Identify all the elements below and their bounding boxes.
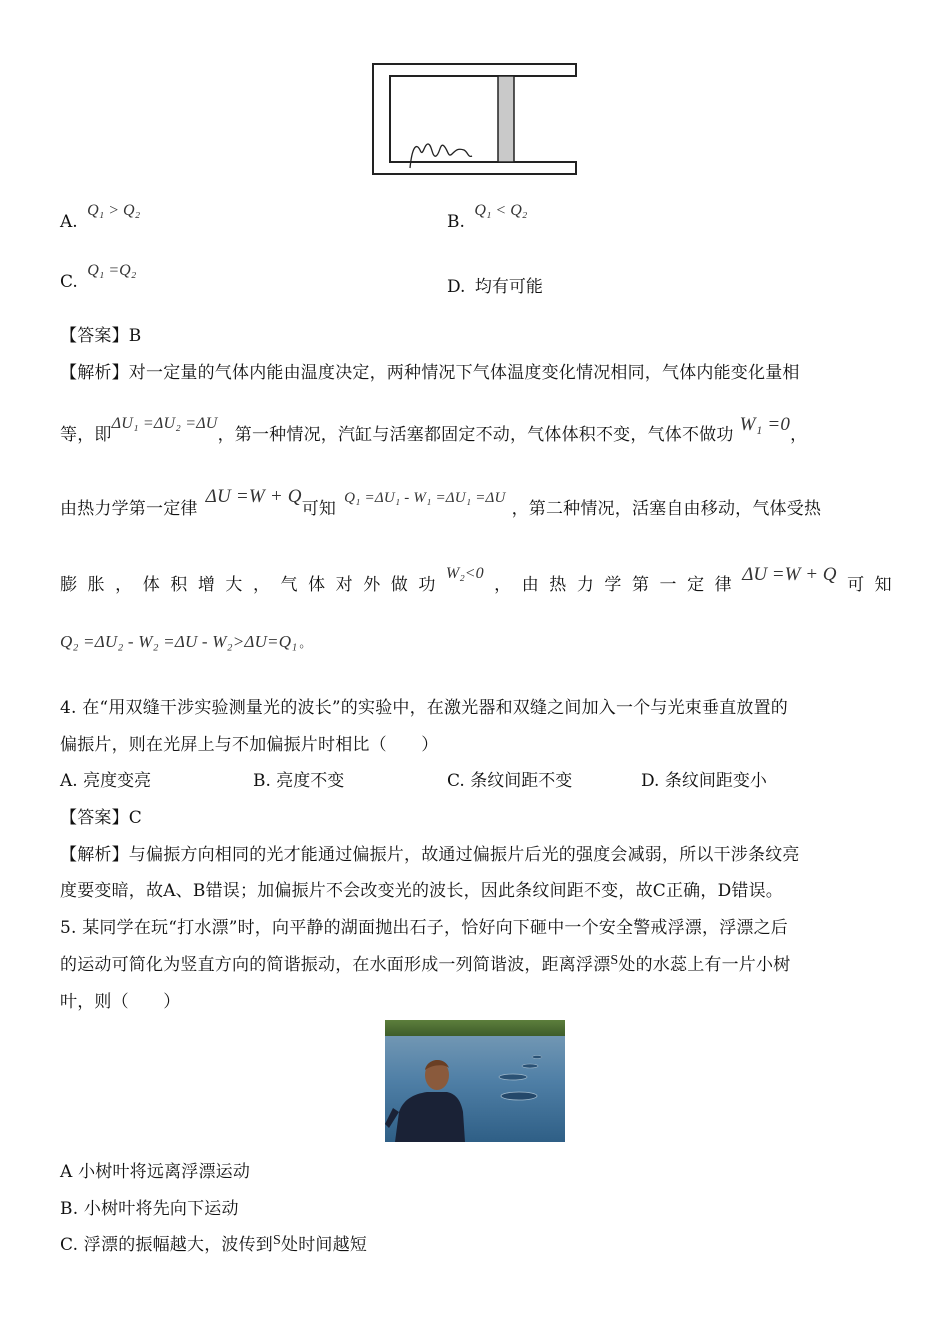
ripple <box>522 1064 538 1068</box>
q4-answer: 【答案】C <box>60 808 143 828</box>
variable-s: S <box>273 1233 282 1248</box>
ripple <box>501 1092 537 1100</box>
q3-option-d <box>447 272 543 297</box>
char: ， <box>115 575 133 595</box>
q5-stem-line-2 <box>60 950 790 975</box>
option-formula: Q₁ < Q₂ <box>474 202 528 219</box>
text: ，第一种情况，汽缸与活塞都固定不动，气体体积不变，气体不做功 <box>217 425 734 445</box>
formula: ΔU₁ =ΔU₂ =ΔU <box>111 415 218 432</box>
char: 做 <box>390 575 408 595</box>
q4-option-b: B. 亮度不变 <box>253 771 345 791</box>
char: 体 <box>308 575 326 595</box>
char: 功 <box>418 575 436 595</box>
q4-stem-line-1: 4. 在“用双缝干涉实验测量光的波长”的实验中，在激光器和双缝之间加入一个与光束垂直放置的 <box>60 698 789 718</box>
char: 知 <box>874 575 892 595</box>
char: 增 <box>197 575 215 595</box>
stone-skipping-photo <box>385 1020 565 1142</box>
q4-option-d: D. 条纹间距变小 <box>641 771 767 791</box>
char: ， <box>494 575 512 595</box>
char: 气 <box>280 575 298 595</box>
q3-analysis-line-2 <box>60 414 808 446</box>
q3-analysis-line-3 <box>60 486 822 520</box>
text: 。 <box>299 636 312 650</box>
char: 膨 <box>60 575 77 595</box>
q5-option-c <box>60 1230 367 1255</box>
q3-option-c <box>60 262 137 292</box>
q3-answer: 【答案】B <box>60 326 142 346</box>
option-formula: Q₁ =Q₂ <box>87 262 137 279</box>
text: C. 浮漂的振幅越大，波传到 <box>60 1235 274 1255</box>
formula: ΔU =W + Q <box>205 486 302 507</box>
text: 的运动可简化为竖直方向的简谐振动，在水面形成一列简谐波，距离浮漂 <box>60 955 611 975</box>
q5-option-a: A 小树叶将远离浮漂运动 <box>60 1162 251 1182</box>
treeline <box>385 1020 565 1036</box>
char: 力 <box>576 575 594 595</box>
formula: W₂<0 <box>445 565 484 582</box>
option-label: D. <box>447 277 466 297</box>
option-text: 均有可能 <box>474 277 543 297</box>
formula: ΔU =W + Q <box>742 564 837 585</box>
cylinder-piston-diagram <box>368 58 582 182</box>
q3-analysis-line-1: 【解析】对一定量的气体内能由温度决定，两种情况下气体温度变化情况相同，气体内能变化量相 <box>60 363 800 383</box>
variable-s: S <box>610 953 619 968</box>
q3-option-a <box>60 202 141 232</box>
q4-analysis-line-1: 【解析】与偏振方向相同的光才能通过偏振片，故通过偏振片后光的强度会减弱，所以干涉条纹亮 <box>60 845 800 865</box>
text: 处的水蕊上有一片小树 <box>618 955 791 975</box>
text: 处时间越短 <box>281 1235 368 1255</box>
q3-analysis-line-4 <box>60 564 892 596</box>
q4-option-c: C. 条纹间距不变 <box>447 771 573 791</box>
char: 由 <box>521 575 539 595</box>
char: 胀 <box>87 575 105 595</box>
char: 第 <box>631 575 649 595</box>
q3-analysis-line-5 <box>60 632 312 652</box>
char: 可 <box>847 575 865 595</box>
option-formula: Q₁ > Q₂ <box>87 202 141 219</box>
text: 等，即 <box>60 425 112 445</box>
char: 对 <box>335 575 353 595</box>
q4-option-a: A. 亮度变亮 <box>60 771 152 791</box>
option-label: A. <box>60 212 78 232</box>
char: 外 <box>363 575 381 595</box>
q5-stem-line-1: 5. 某同学在玩“打水漂”时，向平静的湖面抛出石子，恰好向下砸中一个安全警戒浮漂，浮漂之后 <box>60 918 789 938</box>
option-label: C. <box>60 272 78 292</box>
char: 大 <box>225 575 243 595</box>
char: 积 <box>170 575 188 595</box>
text: 由热力学第一定律 <box>60 499 198 519</box>
char: 定 <box>687 575 705 595</box>
char: 一 <box>659 575 677 595</box>
formula: Q₂ =ΔU₂ - W₂ =ΔU - W₂>ΔU=Q₁ <box>60 632 298 651</box>
char: 体 <box>142 575 160 595</box>
ripple <box>532 1056 542 1059</box>
char: 学 <box>604 575 622 595</box>
q5-stem-line-3: 叶，则（ ） <box>60 992 181 1012</box>
text: ，第二种情况，活塞自由移动，气体受热 <box>511 499 822 519</box>
q5-option-b: B. 小树叶将先向下运动 <box>60 1199 239 1219</box>
q3-option-b <box>447 202 528 232</box>
piston <box>498 76 514 162</box>
text: 可知 <box>301 499 337 519</box>
char: ， <box>252 575 270 595</box>
char: 律 <box>714 575 732 595</box>
option-label: B. <box>447 212 465 232</box>
formula: W₁ =0 <box>739 414 791 435</box>
ripple <box>499 1074 527 1080</box>
q4-analysis-line-2: 度要变暗，故A、B错误；加偏振片不会改变光的波长，因此条纹间距不变，故C正确，D错误。 <box>60 881 784 901</box>
q4-stem-line-2: 偏振片，则在光屏上与不加偏振片时相比（ ） <box>60 735 439 755</box>
char: 热 <box>549 575 567 595</box>
formula: Q₁ =ΔU₁ - W₁ =ΔU₁ =ΔU <box>344 490 506 506</box>
cylinder-wall <box>373 64 576 174</box>
text: ， <box>790 425 808 445</box>
